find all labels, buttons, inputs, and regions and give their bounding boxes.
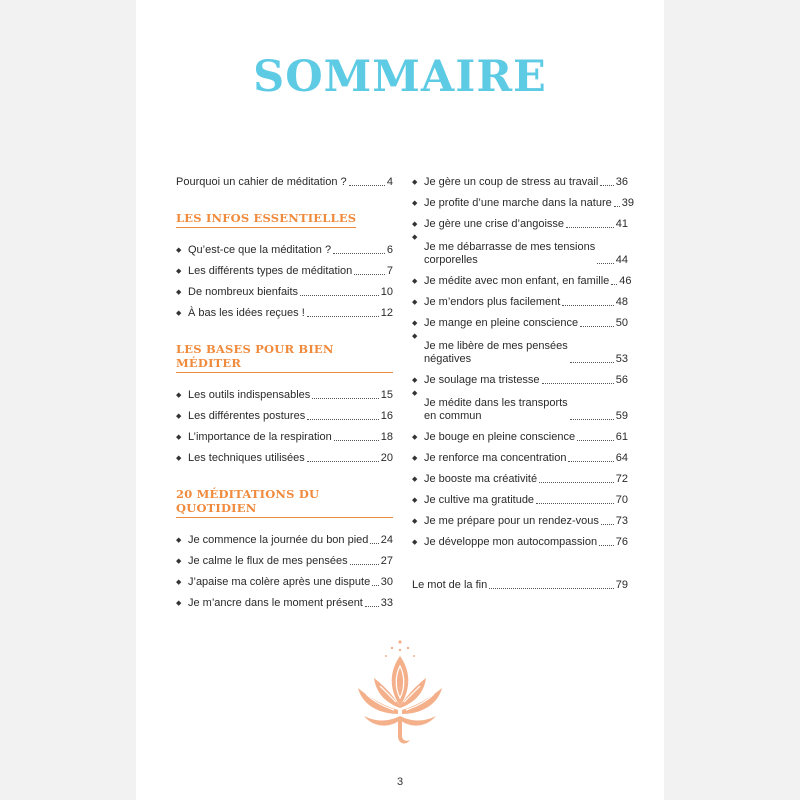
diamond-bullet-icon: ◆ (412, 320, 418, 327)
leader-dots (300, 295, 379, 296)
leader-dots (365, 606, 379, 607)
toc-entry-label: Je commence la journée du bon pied (188, 534, 369, 546)
toc-entry[interactable] (412, 210, 628, 231)
leader-dots (334, 440, 379, 441)
diamond-bullet-icon: ◆ (176, 434, 182, 441)
toc-entry-page: 18 (380, 431, 393, 443)
toc-entry-label-line1: Je médite dans les transports (424, 397, 568, 409)
diamond-bullet-icon: ◆ (176, 600, 182, 607)
toc-entry[interactable] (412, 366, 628, 387)
toc-entry-page: 70 (615, 494, 628, 506)
diamond-bullet-icon: ◆ (412, 390, 418, 397)
leader-dots (568, 461, 613, 462)
toc-entry-label: Je gère une crise d’angoisse (424, 218, 565, 230)
toc-entry-label-line2: en commun (424, 410, 482, 422)
toc-entry[interactable] (176, 257, 393, 278)
leader-dots (354, 274, 385, 275)
toc-entry-label: Les différentes postures (188, 410, 306, 422)
toc-entry[interactable] (412, 330, 628, 366)
book-page (136, 0, 664, 800)
toc-entry-page: 33 (380, 597, 393, 609)
toc-entry-page: 39 (621, 197, 634, 209)
toc-entry-label: Je me prépare pour un rendez-vous (424, 515, 599, 527)
leader-dots (562, 305, 613, 306)
toc-entry[interactable] (176, 526, 393, 547)
toc-entry-label-line2: négatives (424, 353, 472, 365)
toc-entry-label: Je gère un coup de stress au travail (424, 176, 599, 188)
toc-entry-page: 56 (615, 374, 628, 386)
toc-entry-label: Je m’endors plus facilement (424, 296, 561, 308)
toc-entry-page: 50 (615, 317, 628, 329)
toc-entry-page: 44 (615, 254, 628, 266)
toc-entry-label: À bas les idées reçues ! (188, 307, 305, 319)
leader-dots (600, 185, 613, 186)
toc-entry-label: Je cultive ma gratitude (424, 494, 535, 506)
diamond-bullet-icon: ◆ (412, 179, 418, 186)
leader-dots (312, 398, 378, 399)
leader-dots (577, 440, 614, 441)
diamond-bullet-icon: ◆ (176, 247, 182, 254)
toc-entry-page: 16 (380, 410, 393, 422)
toc-entry-page: 59 (615, 410, 628, 422)
toc-entry-page: 48 (615, 296, 628, 308)
leader-dots (536, 503, 614, 504)
toc-entry[interactable] (412, 486, 628, 507)
leader-dots (370, 543, 378, 544)
toc-entry[interactable] (176, 278, 393, 299)
leader-dots (614, 206, 620, 207)
toc-entry-label-line2: corporelles (424, 254, 478, 266)
toc-entry-page: 73 (615, 515, 628, 527)
diamond-bullet-icon: ◆ (412, 200, 418, 207)
diamond-bullet-icon: ◆ (176, 579, 182, 586)
toc-entry-label (424, 241, 595, 267)
diamond-bullet-icon: ◆ (412, 434, 418, 441)
toc-entry-label: J’apaise ma colère après une dispute (188, 576, 371, 588)
diamond-bullet-icon: ◆ (412, 221, 418, 228)
toc-entry-label: Le mot de la fin (412, 579, 488, 591)
diamond-bullet-icon: ◆ (412, 333, 418, 340)
diamond-bullet-icon: ◆ (412, 476, 418, 483)
toc-entry-page: 24 (380, 534, 393, 546)
toc-entry-label: Je médite avec mon enfant, en famille (424, 275, 610, 287)
section-heading-meditations: 20 MÉDITATIONS DU QUOTIDIEN (176, 487, 393, 518)
diamond-bullet-icon: ◆ (412, 455, 418, 462)
diamond-bullet-icon: ◆ (412, 377, 418, 384)
page-title: SOMMAIRE (253, 52, 547, 102)
toc-entry[interactable] (176, 444, 393, 465)
toc-entry[interactable] (176, 547, 393, 568)
toc-entry-intro[interactable] (176, 168, 393, 189)
toc-entry-label-line1: Je me libère de mes pensées (424, 340, 568, 352)
leader-dots (489, 588, 614, 589)
toc-entry-page: 6 (386, 244, 393, 256)
toc-entry-label-line1: Je me débarrasse de mes tensions (424, 241, 596, 253)
toc-entry[interactable] (412, 528, 628, 549)
toc-entry-label (424, 397, 568, 423)
toc-entry-label: Je calme le flux de mes pensées (188, 555, 348, 567)
toc-entry-page: 76 (615, 536, 628, 548)
toc-entry-label: Qu’est-ce que la méditation ? (188, 244, 332, 256)
toc-entry[interactable] (412, 423, 628, 444)
diamond-bullet-icon: ◆ (176, 537, 182, 544)
leader-dots (539, 482, 614, 483)
toc-entry-label: Je profite d’une marche dans la nature (424, 197, 612, 209)
toc-entry-page: 30 (380, 576, 393, 588)
diamond-bullet-icon: ◆ (412, 234, 418, 241)
toc-entry-page: 41 (615, 218, 628, 230)
toc-entry-label: Pourquoi un cahier de méditation ? (176, 176, 347, 188)
diamond-bullet-icon: ◆ (412, 518, 418, 525)
toc-entry[interactable] (412, 507, 628, 528)
diamond-bullet-icon: ◆ (176, 558, 182, 565)
toc-entry[interactable] (412, 444, 628, 465)
toc-entry-page: 27 (380, 555, 393, 567)
toc-entry[interactable] (412, 309, 628, 330)
toc-entry-label: De nombreux bienfaits (188, 286, 299, 298)
toc-entry[interactable] (412, 168, 628, 189)
toc-entry-label: Je mange en pleine conscience (424, 317, 579, 329)
diamond-bullet-icon: ◆ (176, 392, 182, 399)
section-heading-bases: LES BASES POUR BIEN MÉDITER (176, 342, 393, 373)
leader-dots (599, 545, 614, 546)
toc-entry-page: 64 (615, 452, 628, 464)
toc-entry-label: Les différents types de méditation (188, 265, 353, 277)
toc-entry-page: 15 (380, 389, 393, 401)
toc-entry-page: 4 (386, 176, 393, 188)
toc-entry[interactable] (412, 288, 628, 309)
diamond-bullet-icon: ◆ (176, 268, 182, 275)
diamond-bullet-icon: ◆ (412, 278, 418, 285)
leader-dots (333, 253, 385, 254)
leader-dots (349, 185, 385, 186)
diamond-bullet-icon: ◆ (176, 310, 182, 317)
toc-entry-page: 36 (615, 176, 628, 188)
toc-entry-closing[interactable] (412, 571, 628, 592)
toc-entry-page: 53 (615, 353, 628, 365)
toc-entry-page: 72 (615, 473, 628, 485)
toc-entry[interactable] (176, 381, 393, 402)
diamond-bullet-icon: ◆ (412, 539, 418, 546)
diamond-bullet-icon: ◆ (176, 455, 182, 462)
toc-entry-label: L’importance de la respiration (188, 431, 332, 443)
toc-entry[interactable] (412, 465, 628, 486)
toc-entry-page: 12 (380, 307, 393, 319)
leader-dots (601, 524, 614, 525)
toc-entry-label: Les techniques utilisées (188, 452, 305, 464)
leader-dots (307, 461, 379, 462)
toc-entry[interactable] (412, 189, 634, 210)
leader-dots (580, 326, 614, 327)
diamond-bullet-icon: ◆ (412, 299, 418, 306)
toc-entry[interactable] (176, 299, 393, 320)
toc-entry[interactable] (176, 236, 393, 257)
page-number: 3 (396, 776, 404, 788)
toc-entry[interactable] (176, 568, 393, 589)
toc-right-column (412, 168, 634, 592)
toc-entry-label: Je m’ancre dans le moment présent (188, 597, 363, 609)
leader-dots (350, 564, 379, 565)
diamond-bullet-icon: ◆ (176, 413, 182, 420)
toc-entry-page: 10 (380, 286, 393, 298)
toc-entry[interactable] (176, 423, 393, 444)
leader-dots (611, 284, 617, 285)
toc-entry-label: Je développe mon autocompassion (424, 536, 598, 548)
leader-dots (566, 227, 614, 228)
toc-entry-page: 7 (386, 265, 393, 277)
toc-entry-label: Les outils indispensables (188, 389, 311, 401)
leader-dots (307, 419, 379, 420)
toc-entry-page: 46 (619, 275, 632, 287)
toc-left-column (176, 168, 393, 610)
toc-entry-label: Je bouge en pleine conscience (424, 431, 576, 443)
toc-entry[interactable] (176, 589, 393, 610)
toc-entry-label: Je renforce ma concentration (424, 452, 567, 464)
leader-dots (372, 585, 379, 586)
toc-entry[interactable] (176, 402, 393, 423)
toc-entry-page: 61 (615, 431, 628, 443)
leader-dots (570, 362, 614, 363)
lotus-icon (348, 636, 452, 748)
toc-entry-label (424, 340, 568, 366)
toc-entry-page: 20 (380, 452, 393, 464)
leader-dots (542, 383, 614, 384)
toc-entry[interactable] (412, 231, 628, 267)
toc-entry-label: Je soulage ma tristesse (424, 374, 540, 386)
diamond-bullet-icon: ◆ (176, 289, 182, 296)
leader-dots (597, 263, 614, 264)
toc-entry-page: 79 (615, 579, 628, 591)
leader-dots (570, 419, 614, 420)
toc-entry-label: Je booste ma créativité (424, 473, 538, 485)
section-heading-infos: LES INFOS ESSENTIELLES (176, 211, 356, 228)
diamond-bullet-icon: ◆ (412, 497, 418, 504)
leader-dots (307, 316, 379, 317)
toc-entry[interactable] (412, 387, 628, 423)
toc-entry[interactable] (412, 267, 632, 288)
